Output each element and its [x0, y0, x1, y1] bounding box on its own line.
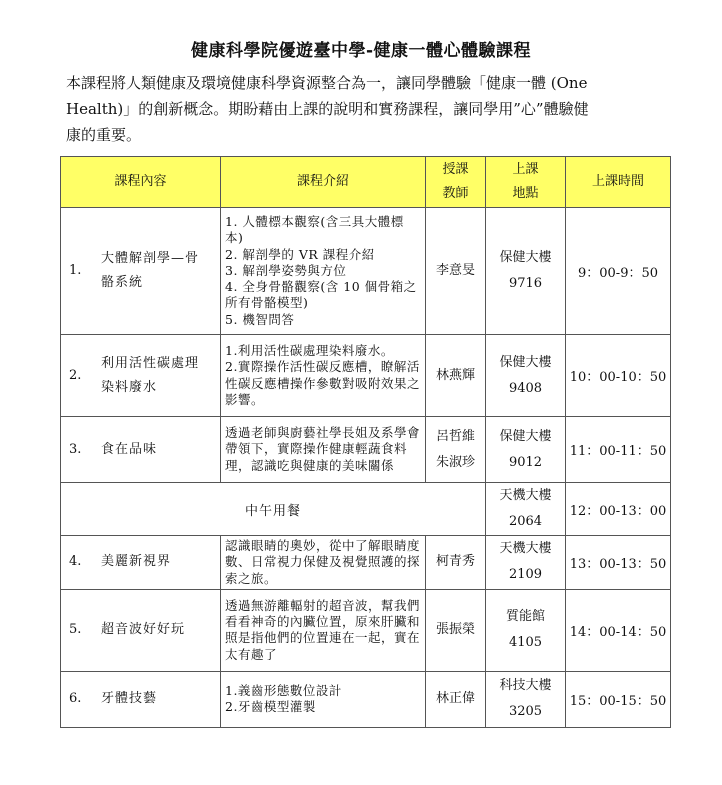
- place-building: 天機大樓: [499, 488, 552, 503]
- course-name-line: 染料廢水: [101, 379, 158, 395]
- table-row: [61, 536, 671, 590]
- teacher-cell: [426, 536, 486, 590]
- header-teacher-line: 教師: [442, 186, 469, 201]
- place-room: 3205: [508, 704, 543, 720]
- place-cell: [486, 208, 566, 335]
- place-room: 9408: [508, 380, 543, 396]
- course-name-line: 大體解剖學—骨: [101, 251, 200, 266]
- intro-line: 康的重要。: [66, 126, 142, 144]
- teacher-cell: [426, 589, 486, 671]
- course-name-cell: [61, 671, 221, 727]
- teacher-name: 呂哲維: [435, 428, 475, 444]
- table-header-row: [61, 157, 671, 208]
- place-building: 保健大樓: [499, 354, 552, 370]
- page-title: 健康科學院優遊臺中學-健康一體心體驗課程: [190, 41, 532, 61]
- description-line: 透過無游離輻射的超音波，幫我們看看神奇的內臟位置，原來肝臟和照是指他們的位置連在一起，實在太有趣了: [225, 597, 421, 662]
- time-cell: 15：00-15：50: [566, 671, 671, 727]
- teacher-cell: [426, 208, 486, 335]
- place-cell: [486, 589, 566, 671]
- course-name-cell: [61, 589, 221, 671]
- course-description: [221, 589, 426, 671]
- place-room: 9012: [508, 454, 543, 470]
- teacher-cell: [426, 335, 486, 417]
- place-room: 2109: [508, 567, 543, 583]
- place-building: 科技大樓: [499, 678, 552, 694]
- header-place-line: 上課: [512, 162, 539, 177]
- place-room: 9716: [508, 276, 543, 291]
- course-description: [221, 536, 426, 590]
- place-building: 質能館: [505, 609, 545, 625]
- teacher-name: 李意旻: [435, 263, 475, 278]
- course-number: 1.: [69, 263, 82, 278]
- table-row: [61, 671, 671, 727]
- description-line: 3. 解剖學姿勢與方位: [225, 262, 347, 278]
- course-name-cell: [61, 335, 221, 417]
- course-name-cell: [61, 208, 221, 335]
- header-time: 上課時間: [566, 157, 671, 208]
- header-place: [486, 157, 566, 208]
- schedule-table: [60, 156, 671, 728]
- place-room: 4105: [508, 635, 543, 651]
- place-room: 2064: [508, 514, 543, 529]
- place-cell: [486, 671, 566, 727]
- place-building: 天機大樓: [499, 541, 552, 557]
- teacher-name: 林正偉: [435, 691, 475, 707]
- time-cell: 14：00-14：50: [566, 589, 671, 671]
- description-line: 5. 機智問答: [225, 311, 295, 327]
- description-line: 2. 解剖學的 VR 課程介紹: [225, 246, 375, 262]
- time-cell: 12：00-13：00: [566, 483, 671, 536]
- course-description: [221, 671, 426, 727]
- course-number: 4.: [69, 554, 82, 570]
- time-cell: 11：00-11：50: [566, 417, 671, 483]
- description-line: 2.實際操作活性碳反應槽，瞭解活性碳反應槽操作參數對吸附效果之影響。: [225, 359, 421, 407]
- teacher-name: 林燕輝: [435, 367, 475, 383]
- header-place-line: 地點: [512, 186, 539, 201]
- header-content: 課程內容: [61, 157, 221, 208]
- place-cell: [486, 417, 566, 483]
- course-number: 3.: [69, 441, 82, 457]
- table-row: [61, 335, 671, 417]
- place-building: 保健大樓: [499, 428, 552, 444]
- course-description: [221, 335, 426, 417]
- description-line: 1.義齒形態數位設計: [225, 683, 342, 699]
- course-name-line: 骼系統: [101, 275, 144, 290]
- table-row: [61, 208, 671, 335]
- course-name-cell: [61, 417, 221, 483]
- teacher-name: 張振榮: [435, 622, 475, 638]
- table-row-lunch: [61, 483, 671, 536]
- course-number: 2.: [69, 367, 82, 383]
- course-description: [221, 208, 426, 335]
- description-line: 1.利用活性碳處理染料廢水。: [225, 342, 394, 358]
- place-cell: [486, 335, 566, 417]
- intro-line: 本課程將人類健康及環境健康科學資源整合為一，讓同學體驗「健康一體 (One: [66, 74, 588, 92]
- time-cell: 13：00-13：50: [566, 536, 671, 590]
- teacher-cell: [426, 417, 486, 483]
- course-name-line: 超音波好好玩: [101, 622, 186, 638]
- table-row: [61, 589, 671, 671]
- header-intro: 課程介紹: [221, 157, 426, 208]
- place-cell: [486, 483, 566, 536]
- course-name-line: 食在品味: [101, 441, 158, 457]
- table-row: [61, 417, 671, 483]
- course-number: 6.: [69, 691, 82, 707]
- place-cell: [486, 536, 566, 590]
- teacher-name: 朱淑珍: [435, 454, 475, 470]
- description-line: 4. 全身骨骼觀察(含 10 個骨箱之所有骨骼模型): [225, 279, 417, 311]
- lunch-label: 中午用餐: [61, 483, 486, 536]
- intro-line: Health)」的創新概念。期盼藉由上課的說明和實務課程，讓同學用”心”體驗健: [66, 100, 589, 118]
- course-name-line: 利用活性碳處理: [101, 355, 200, 371]
- time-cell: 9：00-9：50: [566, 208, 671, 335]
- description-line: 1. 人體標本觀察(含三具大體標本): [225, 213, 404, 246]
- teacher-name: 柯青秀: [435, 554, 475, 570]
- intro-paragraph: [66, 70, 666, 148]
- course-name-line: 牙體技藝: [101, 691, 158, 707]
- course-number: 5.: [69, 622, 82, 638]
- description-line: 認識眼睛的奧妙，從中了解眼睛度數、日常視力保健及視覺照護的探索之旅。: [225, 538, 421, 586]
- teacher-cell: [426, 671, 486, 727]
- description-line: 2.牙齒模型灌製: [225, 699, 316, 715]
- course-name-line: 美麗新視界: [101, 554, 172, 570]
- time-cell: 10：00-10：50: [566, 335, 671, 417]
- course-name-cell: [61, 536, 221, 590]
- header-teacher: [426, 157, 486, 208]
- header-teacher-line: 授課: [442, 162, 469, 177]
- course-description: [221, 417, 426, 483]
- place-building: 保健大樓: [499, 250, 552, 265]
- description-line: 透過老師與廚藝社學長姐及系學會帶領下，實際操作健康輕蔬食料理，認識吃與健康的美味關係: [225, 425, 421, 473]
